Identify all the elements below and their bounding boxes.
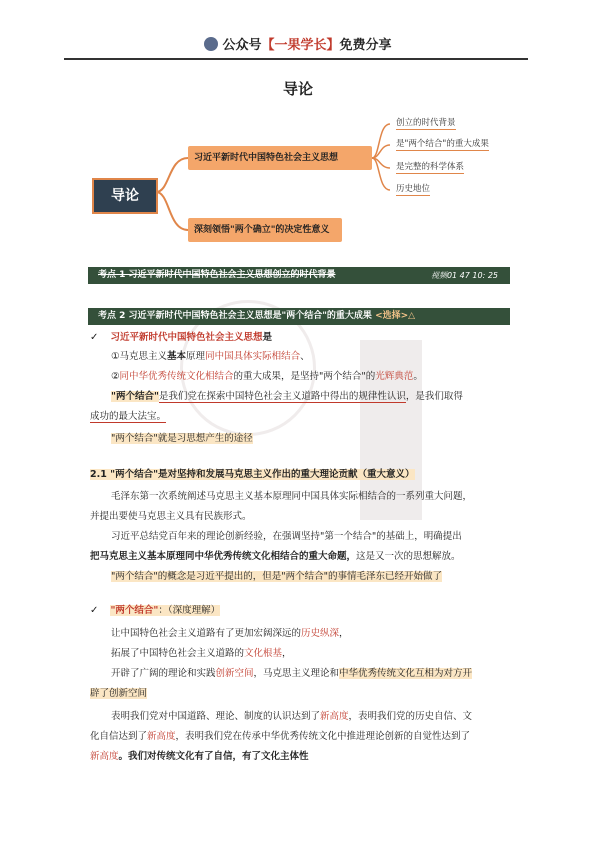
mindmap-branch-thought: 习近平新时代中国特色社会主义思想 — [188, 146, 372, 170]
kaodian-2-bar — [88, 308, 510, 325]
sec2-heading: 2.1 "两个结合"是对坚持和发展马克思主义作出的重大理论贡献（重大意义） — [90, 469, 415, 480]
header-divider — [64, 58, 528, 60]
sec3-l1: 让中国特色社会主义道路有了更加宏阔深远的历史纵深， — [111, 628, 349, 639]
mindmap-leaf-background: 创立的时代背景 — [396, 118, 456, 128]
sec3-heading: ✓ "两个结合"：（深度理解） — [90, 605, 221, 616]
check-icon: ✓ — [90, 605, 99, 616]
mindmap-leaf-system: 是完整的科学体系 — [396, 162, 465, 172]
sec1-line3: ②同中华优秀传统文化相结合的重大成果，是坚持"两个结合"的光辉典范。 — [111, 371, 423, 382]
page-header — [0, 34, 596, 53]
sec2-p2: 把马克思主义基本原理同中华优秀传统文化相结合的重大命题，这是又一次的思想解放。 — [90, 551, 461, 562]
mindmap-branch-two-establishes: 深刻领悟"两个确立"的决定性意义 — [188, 218, 342, 242]
kaodian-2-title: 考点 2 习近平新时代中国特色社会主义思想是"两个结合"的重大成果 — [98, 311, 372, 321]
mindmap-leaf-achievement: 是"两个结合"的重大成果 — [396, 139, 489, 149]
avatar-icon — [204, 37, 218, 51]
header-suffix: 免费分享 — [339, 38, 392, 53]
sec2-p1b: 并提出要使马克思主义具有民族形式。 — [90, 511, 252, 522]
sec1-note: "两个结合"就是习思想产生的途径 — [111, 433, 253, 444]
sec3-l2: 拓展了中国特色社会主义道路的文化根基， — [111, 648, 292, 659]
page-title: 导论 — [282, 80, 313, 98]
sec3-l4: 辟了创新空间 — [90, 688, 148, 699]
mindmap-leaf-status: 历史地位 — [396, 184, 431, 194]
sec3-l3: 开辟了广阔的理论和实践创新空间，马克思主义理论和中华优秀传统文化互相为对方开 — [111, 668, 473, 679]
kaodian-2-tag: <选择>△ — [375, 311, 416, 321]
kaodian-1-bar — [88, 267, 510, 284]
sec1-line1: ✓ 习近平新时代中国特色社会主义思想是 — [90, 332, 273, 343]
sec1-line2: ①马克思主义基本原理同中国具体实际相结合、 — [111, 351, 310, 362]
header-brand: 【一果学长】 — [261, 38, 340, 53]
sec2-p1a: 毛泽东第一次系统阐述马克思主义基本原理同中国具体实际相结合的一系列重大问题， — [111, 491, 473, 502]
sec3-p1: 表明我们党对中国道路、理论、制度的认识达到了新高度，表明我们党的历史自信、文 — [111, 711, 473, 722]
mindmap-root: 导论 — [92, 178, 158, 214]
header-prefix: 公众号 — [222, 38, 262, 53]
sec2-p2a: 习近平总结党百年来的理论创新经验，在强调坚持"第一个结合"的基础上，明确提出 — [111, 531, 462, 542]
sec1-line4: "两个结合"是我们党在探索中国特色社会主义道路中得出的规律性认识，是我们取得 — [111, 391, 463, 402]
sec3-p3: 新高度。我们对传统文化有了自信，有了文化主体性 — [90, 751, 309, 762]
sec2-note: "两个结合"的概念是习近平提出的，但是"两个结合"的事情毛泽东已经开始做了 — [111, 571, 442, 582]
check-icon: ✓ — [90, 332, 99, 343]
video-timestamp: 视频01 47 10: 25 — [430, 271, 498, 280]
kaodian-1-title: 考点 1 习近平新时代中国特色社会主义思想创立的时代背景 — [98, 270, 336, 280]
sec3-p2: 化自信达到了新高度，表明我们党在传承中华优秀传统文化中推进理论创新的自觉性达到了 — [90, 731, 471, 742]
sec1-line5: 成功的最大法宝。 — [90, 411, 167, 422]
